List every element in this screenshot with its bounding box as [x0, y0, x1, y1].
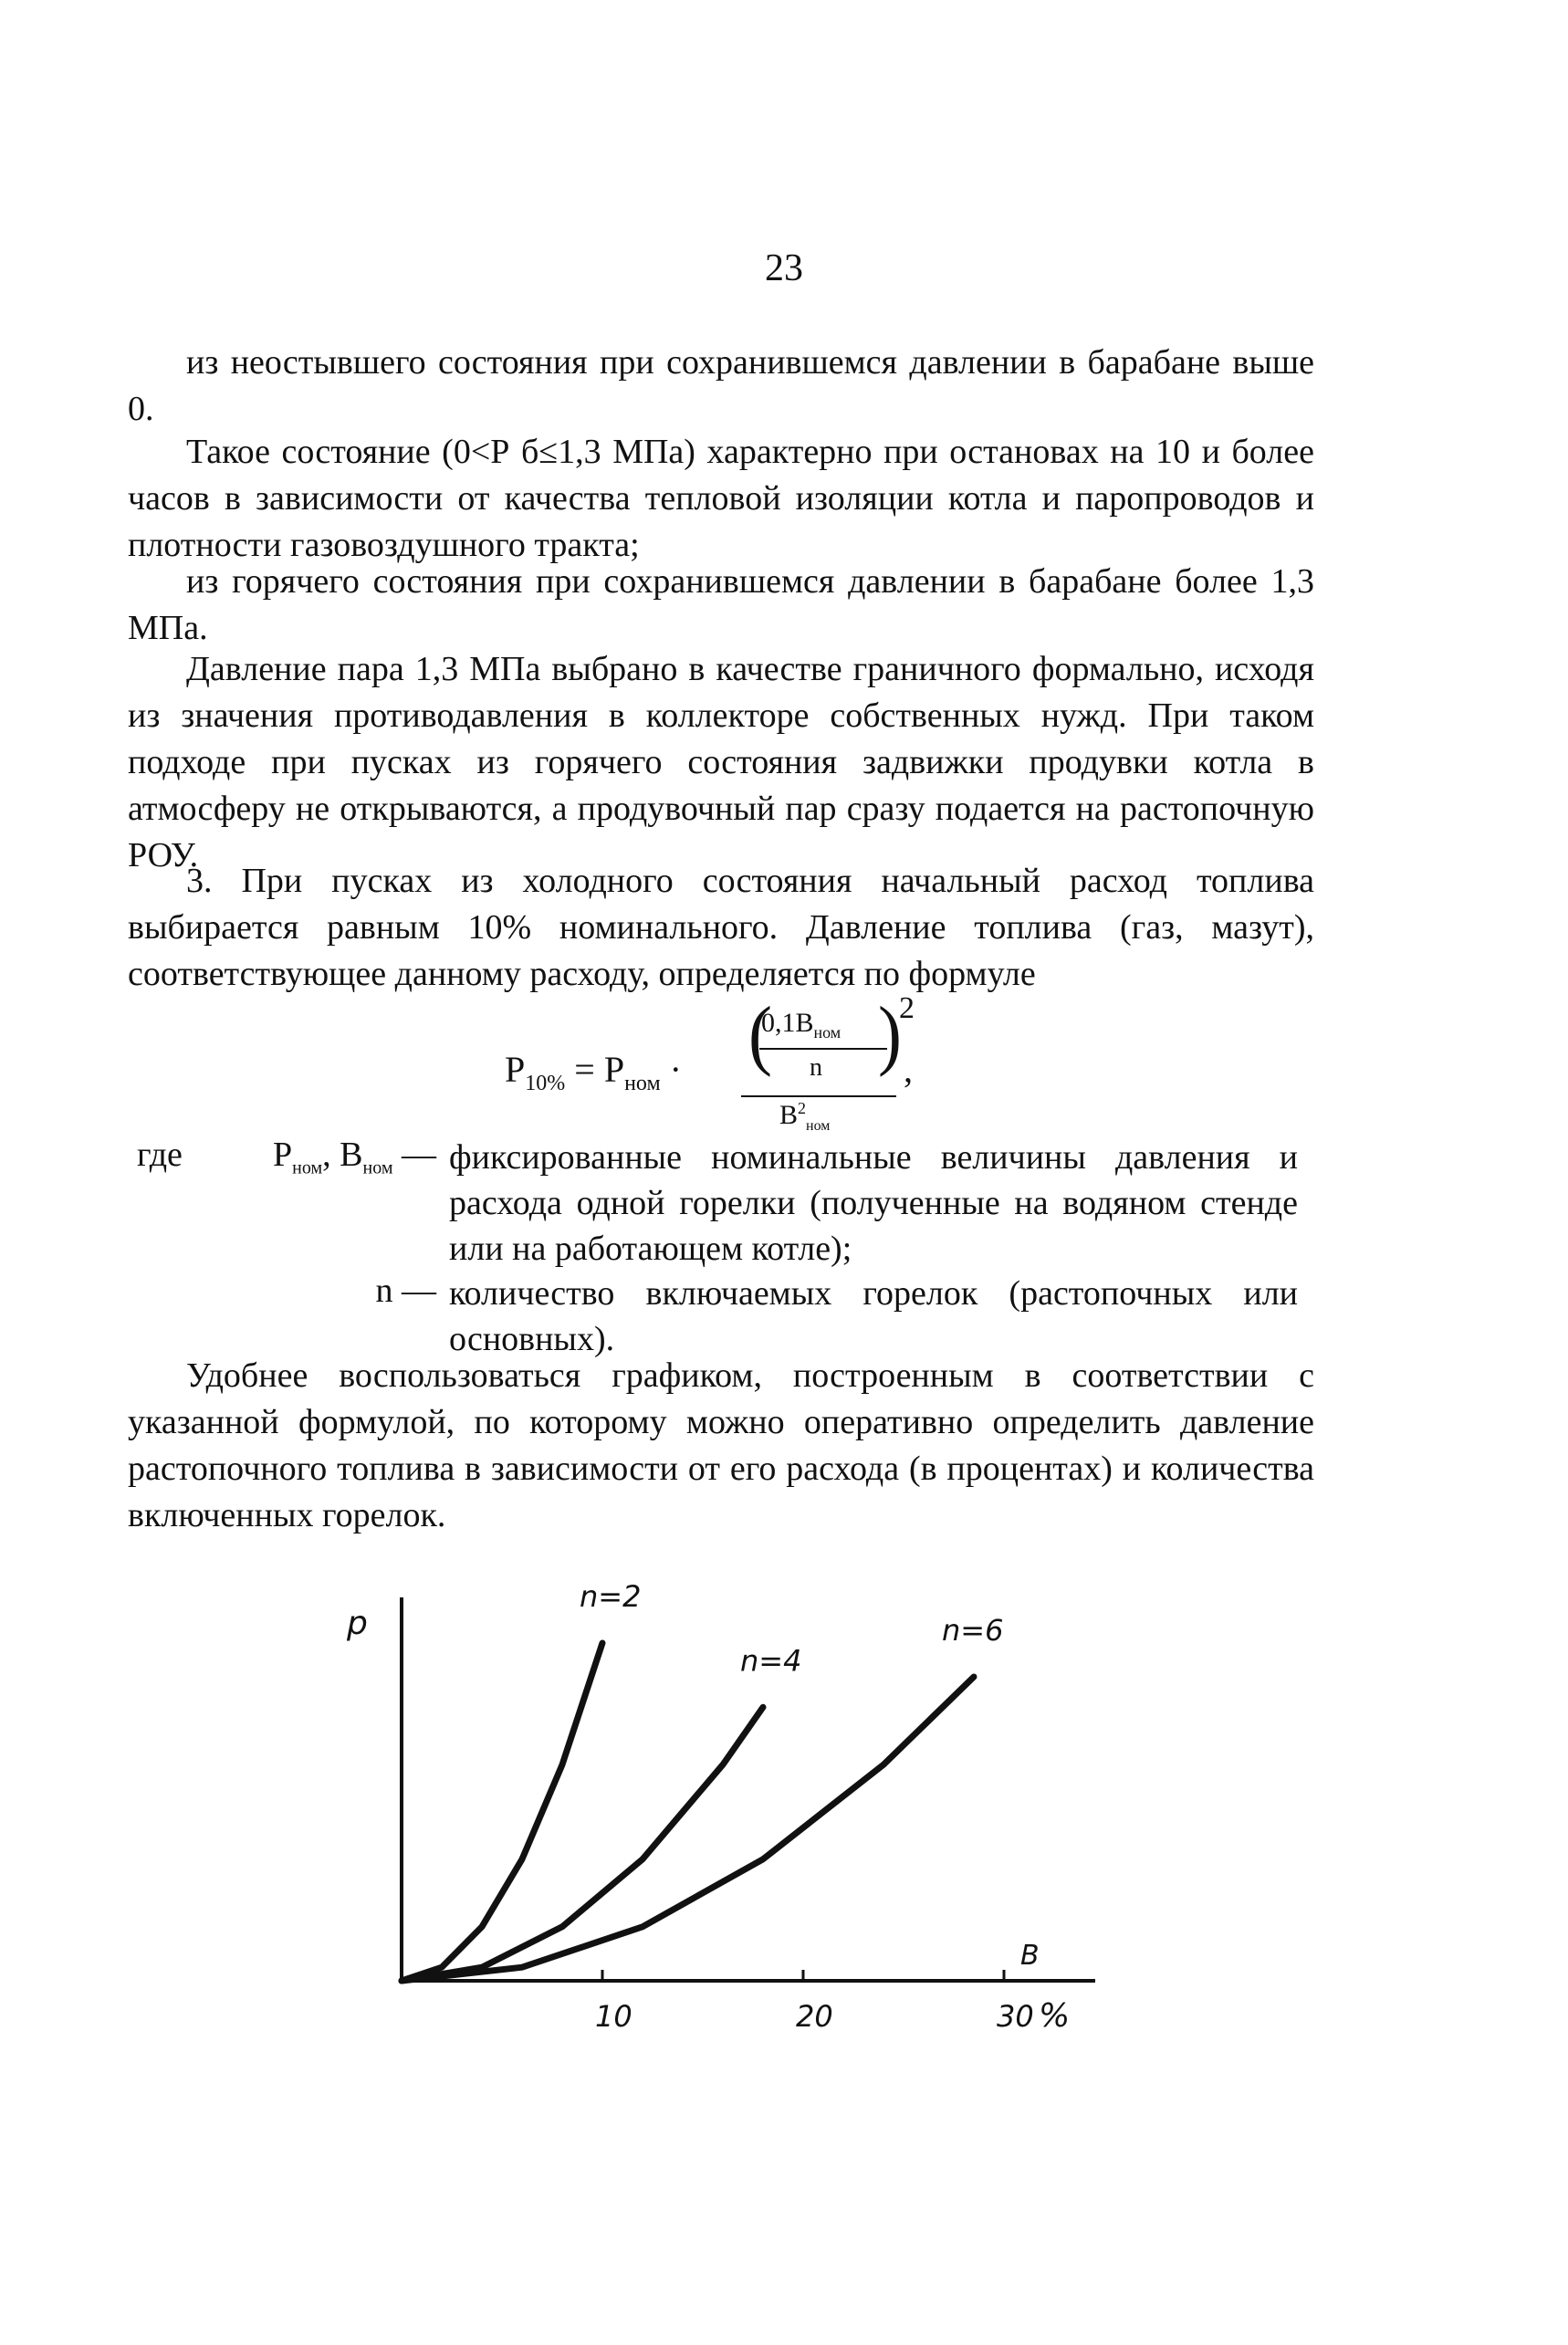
- paragraph-5: 3. При пусках из холодного состояния начальный расход топлива выбирается равным 10% номинального. Давление топлива (газ, мазут), соответствующее данному расходу, определяется по формуле: [128, 862, 1314, 993]
- formula-exponent: 2: [899, 991, 915, 1025]
- series-line-2: [402, 1707, 763, 1981]
- definitions-label: где: [137, 1136, 183, 1174]
- outer-fraction-line: [741, 1095, 896, 1097]
- left-parenthesis: (: [748, 989, 772, 1078]
- definition-var-2: n —: [375, 1272, 436, 1310]
- inner-numerator: $0,1В_{ном}$: [761, 1008, 841, 1042]
- right-parenthesis: ): [878, 989, 902, 1078]
- formula-lhs: $Р_{10\%} = Р_{ном}$ ·: [505, 1049, 682, 1095]
- y-axis-label: р: [347, 1605, 368, 1642]
- x-tick-label: 30: [997, 1999, 1034, 2034]
- paragraph-6: Удобнее воспользоваться графиком, построенным в соответствии с указанной формулой, по которому можно оперативно определить давление растопочного топлива в зависимости от его расхода (в процентах) и количества включенных горелок.: [128, 1356, 1314, 1534]
- series-line-3: [402, 1677, 974, 1981]
- x-axis-label: В: [1020, 1940, 1040, 1972]
- x-tick-label: 20: [796, 1999, 833, 2034]
- chart-labels: [346, 1579, 1070, 2035]
- x-tick-label: 10: [595, 1999, 632, 2034]
- series-label-2: n=4: [740, 1643, 802, 1679]
- paragraph-2: Такое состояние (0<Р б≤1,3 МПа) характерно при остановах на 10 и более часов в зависимости от качества тепловой изоляции котла и паропроводов и плотности газовоздушного тракта;: [128, 433, 1314, 564]
- paragraph-4: Давление пара 1,3 МПа выбрано в качестве граничного формально, исходя из значения противодавления в коллекторе собственных нужд. При таком подходе при пусках из горячего состояния задвижки продувки котла в атмосферу не открываются, а продувочный пар сразу подается на растопочную РОУ.: [128, 650, 1314, 874]
- paragraph-3: из горячего состояния при сохранившемся давлении в барабане более 1,3 МПа.: [128, 562, 1314, 647]
- definition-var-1: $Р_{ном}$, $В_{ном}$ —: [273, 1136, 436, 1178]
- formula-fraction: [741, 989, 902, 1134]
- x-unit-label: %: [1039, 1997, 1071, 2035]
- chart-svg: [329, 1570, 1150, 2045]
- formula: [0, 989, 1568, 1134]
- series-label-1: n=2: [580, 1579, 642, 1614]
- definition-text-1: фиксированные номинальные величины давления и расхода одной горелки (полученные на водяном стенде или на работающем котле);: [449, 1138, 1298, 1268]
- series-line-1: [402, 1643, 602, 1981]
- chart: [329, 1570, 1150, 2045]
- outer-denominator: $В^2_{ном}$: [779, 1099, 831, 1134]
- series-label-3: n=6: [942, 1613, 1004, 1648]
- paragraph-1: из неостывшего состояния при сохранившемся давлении в барабане выше 0.: [128, 343, 1314, 428]
- formula-comma: ,: [904, 1049, 913, 1090]
- inner-denominator: n: [810, 1053, 822, 1082]
- definition-text-2: количество включаемых горелок (растопочных или основных).: [449, 1274, 1298, 1358]
- inner-fraction-line: [759, 1048, 887, 1050]
- page-number: 23: [765, 247, 803, 289]
- chart-curves: [402, 1643, 974, 1981]
